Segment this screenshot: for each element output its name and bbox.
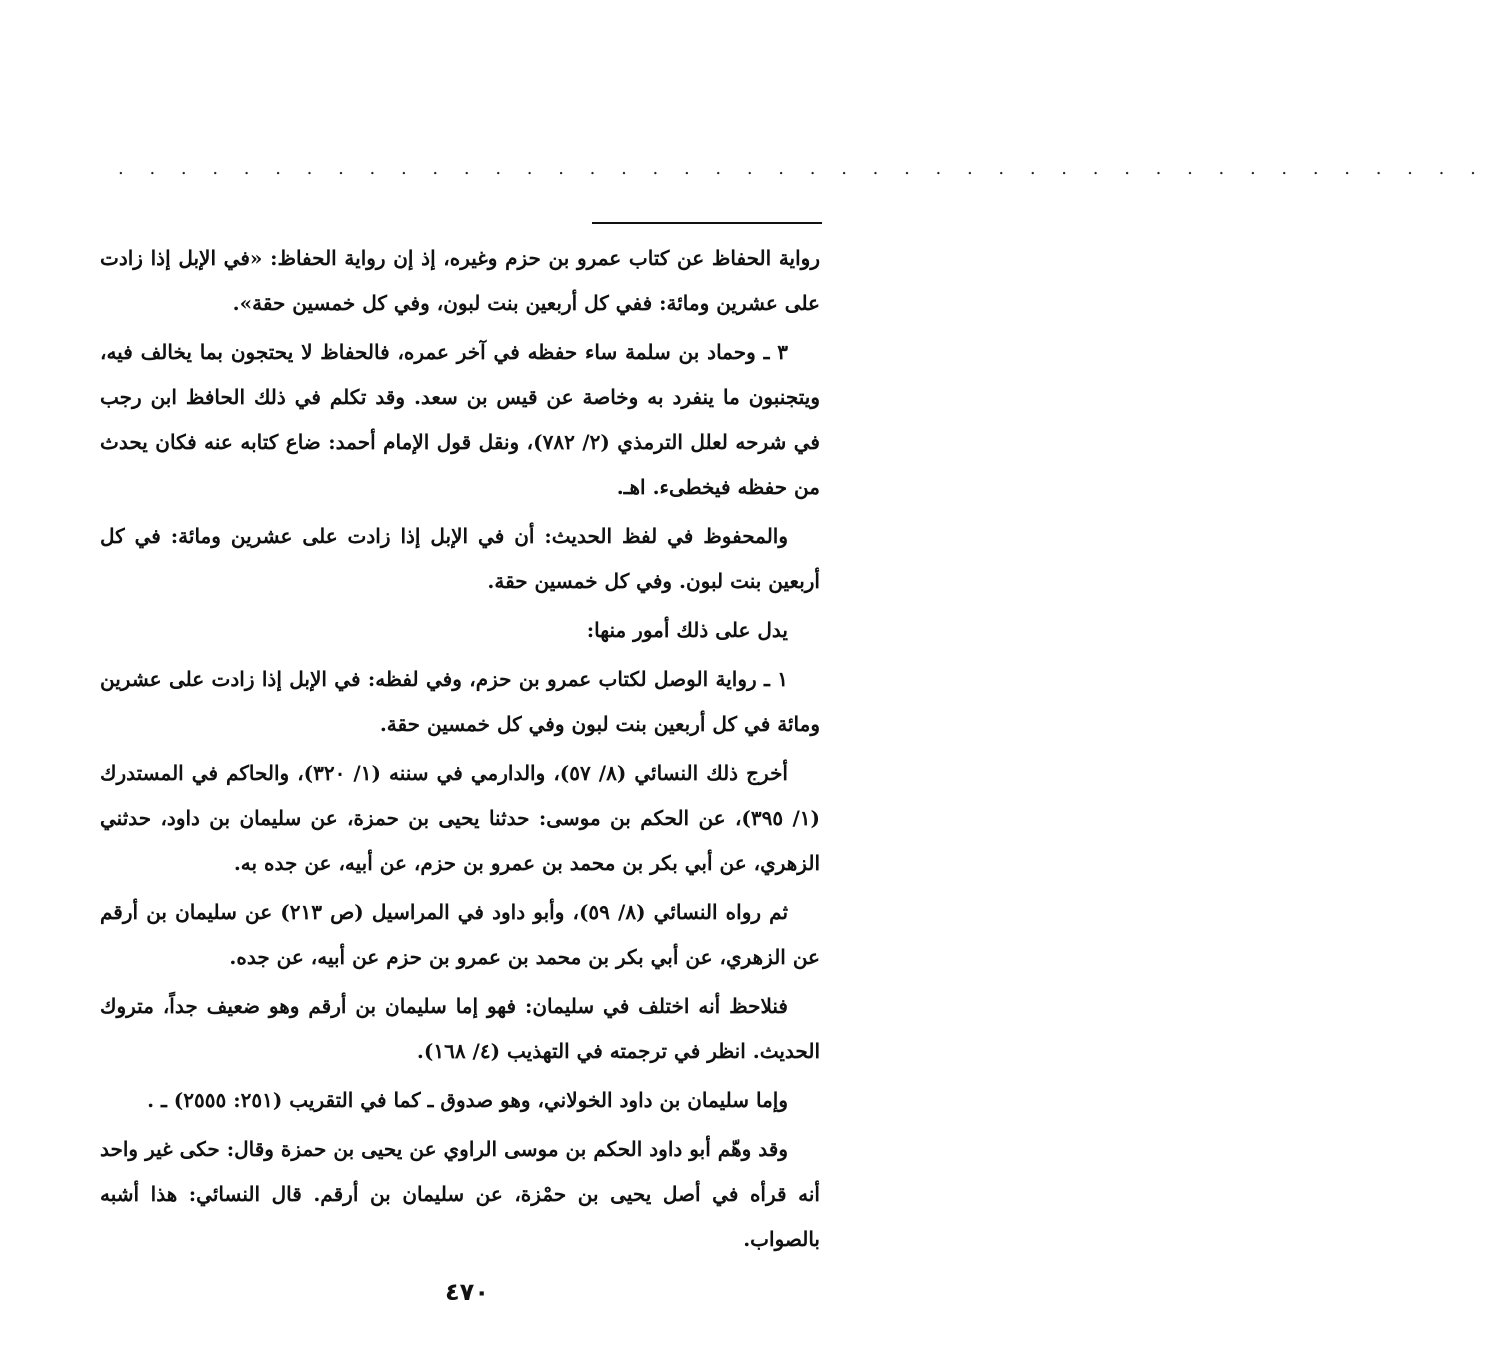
paragraph: والمحفوظ في لفظ الحديث: أن في الإبل إذا زادت على عشرين ومائة: في كل أربعين بنت لبون. وفي كل خمسين حقة. [100, 524, 820, 593]
paragraph: أخرج ذلك النسائي (٨/ ٥٧)، والدارمي في سننه (١/ ٣٢٠)، والحاكم في المستدرك (١/ ٣٩٥)، عن الحكم بن موسى: حدثنا يحيى بن حمزة، عن سليمان بن داود، حدثني الزهري، عن أبي بكر بن محمد بن عمرو بن حزم، عن أبيه، عن جده به. [100, 761, 820, 875]
paragraph: رواية الحفاظ عن كتاب عمرو بن حزم وغيره، إذ إن رواية الحفاظ: «في الإبل إذا زادت على عشرين ومائة: ففي كل أربعين بنت لبون، وفي كل خمسين حقة». [100, 246, 820, 315]
separator-dots: . . . . . . . . . . . . . . . . . . . . . . . . . . . . . . . . . . . . . . . . . . . . [118, 158, 1486, 179]
footnote-text [100, 236, 820, 1266]
footnote-rule [592, 222, 822, 224]
paragraph: وقد وهّم أبو داود الحكم بن موسى الراوي عن يحيى بن حمزة وقال: حكى غير واحد أنه قرأه في أصل يحيى بن حمْزة، عن سليمان بن أرقم. قال النسائي: هذا أشبه بالصواب. [100, 1137, 820, 1251]
paragraph: ٣ ـ وحماد بن سلمة ساء حفظه في آخر عمره، فالحفاظ لا يحتجون بما يخالف فيه، ويتجنبون ما ينفرد به وخاصة عن قيس بن سعد. وقد تكلم في ذلك الحافظ ابن رجب في شرحه لعلل الترمذي (٢/ ٧٨٢)، ونقل قول الإمام أحمد: ضاع كتابه عنه فكان يحدث من حفظه فيخطىء. اهـ. [100, 340, 820, 499]
page-number: ٤٧٠ [445, 1278, 489, 1306]
paragraph: يدل على ذلك أمور منها: [586, 618, 788, 642]
paragraph: ١ ـ رواية الوصل لكتاب عمرو بن حزم، وفي لفظه: في الإبل إذا زادت على عشرين ومائة في كل أربعين بنت لبون وفي كل خمسين حقة. [100, 667, 820, 736]
paragraph: وإما سليمان بن داود الخولاني، وهو صدوق ـ كما في التقريب (٢٥١: ٢٥٥٥) ـ . [147, 1088, 788, 1112]
paragraph: فنلاحظ أنه اختلف في سليمان: فهو إما سليمان بن أرقم وهو ضعيف جداً، متروك الحديث. انظر في ترجمته في التهذيب (٤/ ١٦٨). [100, 994, 820, 1063]
paragraph: ثم رواه النسائي (٨/ ٥٩)، وأبو داود في المراسيل (ص ٢١٣) عن سليمان بن أرقم عن الزهري، عن أبي بكر بن محمد بن عمرو بن حزم عن أبيه، عن جده. [100, 900, 820, 969]
